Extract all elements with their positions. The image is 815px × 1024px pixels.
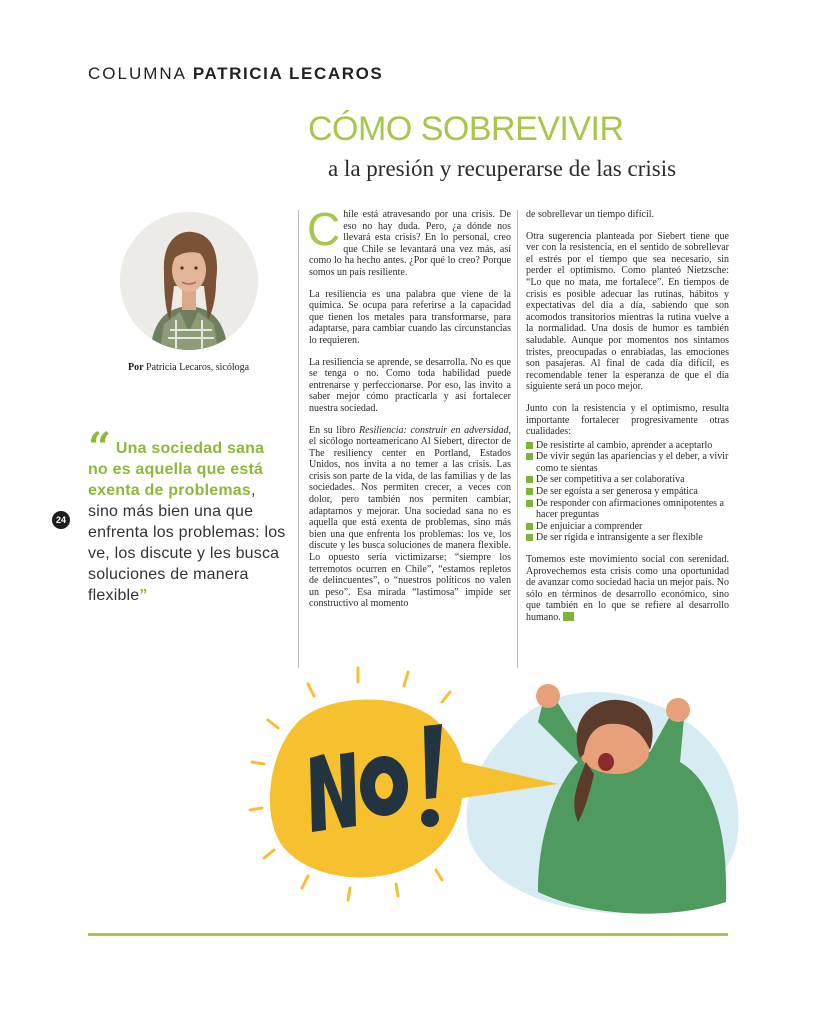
list-item: De ser competitiva a ser colaborativa <box>526 474 729 486</box>
list-item: De responder con afirmaciones omnipotentes a hacer preguntas <box>526 498 729 521</box>
body-column-1 <box>307 203 512 620</box>
paragraph-text: hile está atravesando por una crisis. De eso no hay duda. Pero, ¿a dónde nos llevará esta crisis? En lo personal, creo que Chile se levantará una vez más, así como lo ha hecho antes. ¿Por qué lo creo? Porque somos un país resiliente. <box>309 209 511 278</box>
list-item: De vivir según las apariencias y el deber, a vivir como te sientas <box>526 451 729 474</box>
paragraph: La resiliencia es una palabra que viene de la química. Se ocupa para referirse a la capacidad que tienen los metales para transformarse, para adaptarse, para cambiar cuando las circunstancias lo requieren. <box>309 288 511 346</box>
end-mark-icon <box>563 612 574 621</box>
paragraph <box>307 203 511 279</box>
paragraph: Otra sugerencia planteada por Siebert tiene que ver con la resistencia, en el sentido de sobrellevar el estrés por el tiempo que sea necesario, sin perder el optimismo. Como planteó Nietzsche: “Lo que no mata, me fortalece”. En tiempos de crisis es posible adecuar las rutinas, hábitos y expectativas del día a día, sabiendo que son acomodos transitorios mientras la rutina vuelve a la normalidad. Una dosis de humor es también saludable. Aunque por momentos nos sintamos tristes, preocupadas o enrabiadas, las emociones son pasajeras. Al final de cada día difícil, es recomendable tener la esperanza de que el día siguiente será un poco mejor. <box>526 230 729 393</box>
paragraph: Junto con la resistencia y el optimismo, resulta importante fortalecer progresivamente otras cualidades: <box>526 402 729 438</box>
drop-cap: C <box>307 203 341 255</box>
paragraph-text: En su libro <box>309 424 360 436</box>
quote-close-icon: ” <box>139 587 148 604</box>
article-subtitle: a la presión y recuperarse de las crisis <box>328 156 677 181</box>
paragraph-text: Tomemos este movimiento social con serenidad. Aprovechemos esta crisis como una oportunidad de avanzar como sociedad hacia un mejor país. No sólo en términos de desarrollo económico, sino que también en lo que se refiere al desarrollo humano. <box>526 554 729 623</box>
paragraph: La resiliencia se aprende, se desarrolla. No es que se tenga o no. Como toda habilidad puede entrenarse y perfeccionarse. Por eso, las invito a saber mejor cómo practicarla y así fortalecer nuestra sociedad. <box>309 356 511 414</box>
column-kicker <box>88 64 383 84</box>
byline-prefix: Por <box>128 362 144 373</box>
byline-author: Patricia Lecaros, sicóloga <box>146 362 250 373</box>
portrait-photo-icon <box>120 212 258 350</box>
column-divider <box>517 210 518 668</box>
paragraph-text: , el sicólogo norteamericano Al Siebert, director de The resiliency center en Portland, Estados Unidos, nos invita a no temer a las crisis. Las crisis son parte de la vida, de las familias y de las sociedades. Nos permiten crecer, a veces con dolor, pero también nos permiten cambiar, adaptarnos y mejorar. Una sociedad sana no es aquella que está exenta de problemas, sino más bien una que enfrenta los problemas: los ve, los discute y les busca soluciones de manera flexible. Lo opuesto sería victimizarse; “siempre los terremotos ocurren en Chile”, “estamos repletos de delincuentes”, o “nuestros políticos no valen un peso”. Esa mirada “lastimosa” impide ser constructivo al momento <box>309 424 512 610</box>
paragraph <box>526 554 729 624</box>
body-column-2 <box>526 209 729 634</box>
pull-quote-strong: Una sociedad sana no es aquella que está exenta de problemas <box>88 440 265 499</box>
paragraph: de sobrellevar un tiempo difícil. <box>526 209 655 220</box>
pull-quote-rest: , sino más bien una que enfrenta los problemas: los ve, los discute y les busca soluciones de manera flexible <box>88 482 286 604</box>
quote-open-icon: “ <box>88 424 112 471</box>
shouting-woman-illustration <box>238 662 748 924</box>
pull-quote <box>88 424 288 606</box>
qualities-list <box>526 440 729 544</box>
kicker-light: COLUMNA <box>88 64 187 83</box>
paragraph <box>309 425 511 611</box>
kicker-author: PATRICIA LECAROS <box>192 64 384 83</box>
list-item: De resistirte al cambio, aprender a aceptarlo <box>526 440 729 452</box>
article-title: CÓMO SOBREVIVIR <box>308 110 624 148</box>
list-item: De ser rígida e intransigente a ser flexible <box>526 532 729 544</box>
book-title: Resiliencia: construir en adversidad <box>359 424 509 436</box>
open-mouth <box>598 753 614 771</box>
column-divider <box>298 210 299 668</box>
list-item: De enjuiciar a comprender <box>526 521 729 533</box>
byline <box>128 362 249 373</box>
list-item: De ser egoísta a ser generosa y empática <box>526 486 729 498</box>
author-portrait <box>120 212 258 350</box>
page-number: 24 <box>52 511 70 529</box>
footer-rule <box>88 933 728 936</box>
left-fist-icon <box>536 684 560 708</box>
right-fist-icon <box>666 698 690 722</box>
